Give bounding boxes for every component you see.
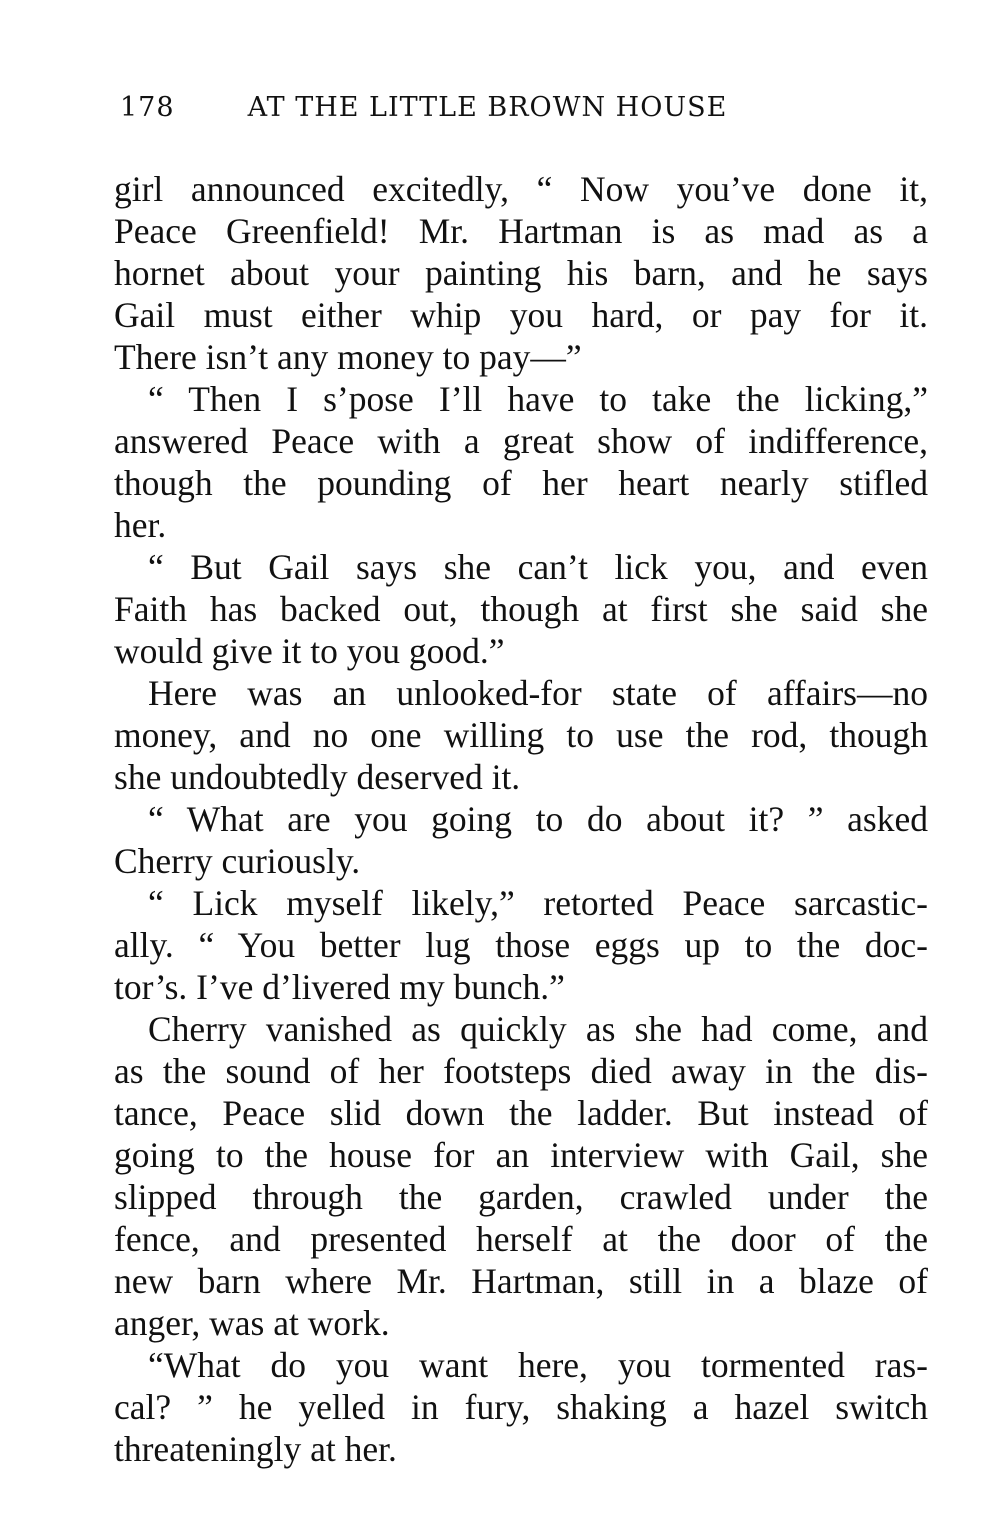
- text-line: Here was an unlooked-for state of affairs—no: [148, 673, 928, 713]
- text-line: cal? ” he yelled in fury, shaking a hazel switch: [114, 1387, 928, 1427]
- text-line: Cherry curiously.: [114, 841, 361, 881]
- body-text: [114, 168, 928, 1470]
- text-line: Peace Greenfield! Mr. Hartman is as mad as a: [114, 211, 928, 251]
- text-line: tor’s. I’ve d’livered my bunch.”: [114, 967, 565, 1007]
- text-line: “ Then I s’pose I’ll have to take the licking,”: [148, 379, 928, 419]
- text-line: answered Peace with a great show of indifference,: [114, 421, 928, 461]
- text-line: anger, was at work.: [114, 1303, 390, 1343]
- text-line: Cherry vanished as quickly as she had come, and: [148, 1009, 928, 1049]
- text-line: as the sound of her footsteps died away in the dis-: [114, 1051, 928, 1091]
- text-line: Faith has backed out, though at first she said she: [114, 589, 928, 629]
- text-line: would give it to you good.”: [114, 631, 505, 671]
- text-line: her.: [114, 505, 167, 545]
- text-line: fence, and presented herself at the door of the: [114, 1219, 928, 1259]
- text-line: Gail must either whip you hard, or pay for it.: [114, 295, 928, 335]
- text-line: she undoubtedly deserved it.: [114, 757, 521, 797]
- running-title: AT THE LITTLE BROWN HOUSE: [247, 92, 728, 123]
- text-line: slipped through the garden, crawled under the: [114, 1177, 928, 1217]
- text-line: “ What are you going to do about it? ” asked: [148, 799, 928, 839]
- text-line: hornet about your painting his barn, and he says: [114, 253, 928, 293]
- page-number: 178: [120, 92, 175, 123]
- running-head: [120, 92, 930, 136]
- text-line: ally. “ You better lug those eggs up to the doc-: [114, 925, 928, 965]
- text-line: There isn’t any money to pay—”: [114, 337, 582, 377]
- text-line: going to the house for an interview with Gail, she: [114, 1135, 928, 1175]
- text-line: new barn where Mr. Hartman, still in a blaze of: [114, 1261, 928, 1301]
- text-line: though the pounding of her heart nearly stifled: [114, 463, 928, 503]
- text-line: “ Lick myself likely,” retorted Peace sarcastic-: [148, 883, 928, 923]
- text-line: girl announced excitedly, “ Now you’ve done it,: [114, 169, 928, 209]
- text-line: tance, Peace slid down the ladder. But instead of: [114, 1093, 928, 1133]
- text-line: “What do you want here, you tormented ras-: [148, 1345, 928, 1385]
- text-line: threateningly at her.: [114, 1429, 397, 1469]
- text-line: “ But Gail says she can’t lick you, and even: [148, 547, 928, 587]
- text-line: money, and no one willing to use the rod, though: [114, 715, 928, 755]
